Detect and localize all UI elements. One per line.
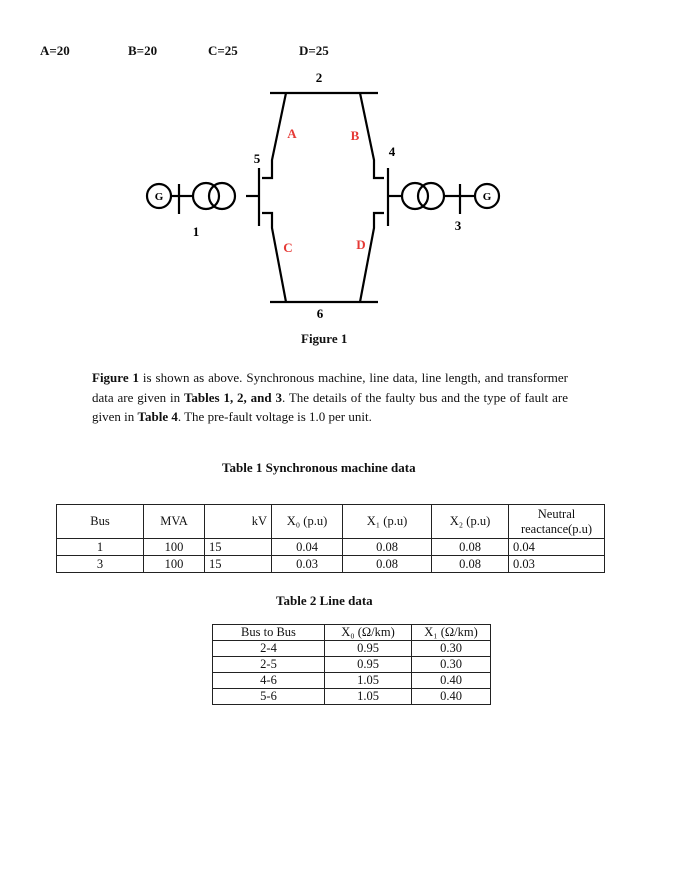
bus-6-label: 6: [316, 306, 324, 321]
line-d-4-6: [360, 213, 384, 302]
table-row: [213, 673, 491, 689]
col-header: X₁ (Ω/km): [412, 625, 491, 641]
line-c-5-6: [262, 213, 286, 302]
figure-caption: Figure 1: [301, 331, 348, 346]
synchronous-machine-table: [56, 504, 605, 573]
param-a: A=20: [40, 43, 70, 58]
col-header: X₀ (Ω/km): [325, 625, 412, 641]
table-row: [213, 641, 491, 657]
line-b-2-4: [360, 93, 384, 178]
bus-5-label: 5: [253, 151, 261, 166]
param-d: D=25: [299, 43, 329, 58]
cell: 0.30: [412, 657, 491, 673]
col-header: X₂ (p.u): [432, 505, 509, 539]
col-header: Bus to Bus: [213, 625, 325, 641]
line-label-b: B: [350, 128, 360, 143]
line-label-a: A: [287, 126, 297, 141]
cell: 0.08: [432, 556, 509, 573]
cell: 0.03: [509, 556, 605, 573]
transformer-right-coil-1: [402, 183, 428, 209]
generator-right-label: G: [482, 191, 492, 203]
cell: 0.08: [432, 539, 509, 556]
cell: 100: [144, 539, 205, 556]
cell: 0.08: [343, 539, 432, 556]
bus-2-label: 2: [315, 70, 323, 85]
transformer-left-coil-2: [209, 183, 235, 209]
line-data-table: [212, 624, 491, 705]
table1-title: Table 1 Synchronous machine data: [222, 460, 416, 475]
col-header: Bus: [57, 505, 144, 539]
cell: 15: [205, 539, 272, 556]
cell: 0.95: [325, 641, 412, 657]
bus-3-label: 3: [454, 218, 462, 233]
line-label-c: C: [283, 240, 293, 255]
cell: 3: [57, 556, 144, 573]
table-row: [213, 657, 491, 673]
col-header: X₁ (p.u): [343, 505, 432, 539]
line-label-d: D: [356, 237, 366, 252]
table-header-row: [57, 505, 605, 539]
cell: 1.05: [325, 689, 412, 705]
cell: 0.04: [272, 539, 343, 556]
cell: 1.05: [325, 673, 412, 689]
table-row: [57, 539, 605, 556]
cell: 0.04: [509, 539, 605, 556]
col-header: MVA: [144, 505, 205, 539]
transformer-left-coil-1: [193, 183, 219, 209]
one-line-diagram: [0, 0, 692, 340]
bus-4-label: 4: [388, 144, 396, 159]
col-header: X₀ (p.u): [272, 505, 343, 539]
col-header: kV: [205, 505, 272, 539]
table-row: [57, 556, 605, 573]
cell: 0.95: [325, 657, 412, 673]
cell: 5-6: [213, 689, 325, 705]
table2-title: Table 2 Line data: [276, 593, 373, 608]
description-paragraph: Figure 1 is shown as above. Synchronous machine, line data, line length, and transformer data are given in Tables 1, 2, and 3. The details of the faulty bus and the type of fault are given in Table 4. The pre-fault voltage is 1.0 per unit.: [92, 370, 569, 424]
generator-left-label: G: [154, 191, 164, 203]
col-header: Neutral reactance(p.u): [509, 505, 605, 539]
cell: 0.30: [412, 641, 491, 657]
transformer-right-coil-2: [418, 183, 444, 209]
param-b: B=20: [128, 43, 158, 58]
table-row: [213, 689, 491, 705]
line-a-2-5: [262, 93, 286, 178]
cell: 2-5: [213, 657, 325, 673]
cell: 15: [205, 556, 272, 573]
cell: 0.08: [343, 556, 432, 573]
cell: 2-4: [213, 641, 325, 657]
cell: 0.40: [412, 689, 491, 705]
bus-1-label: 1: [192, 224, 200, 239]
table-header-row: [213, 625, 491, 641]
cell: 4-6: [213, 673, 325, 689]
cell: 0.40: [412, 673, 491, 689]
param-c: C=25: [208, 43, 238, 58]
cell: 100: [144, 556, 205, 573]
cell: 1: [57, 539, 144, 556]
cell: 0.03: [272, 556, 343, 573]
